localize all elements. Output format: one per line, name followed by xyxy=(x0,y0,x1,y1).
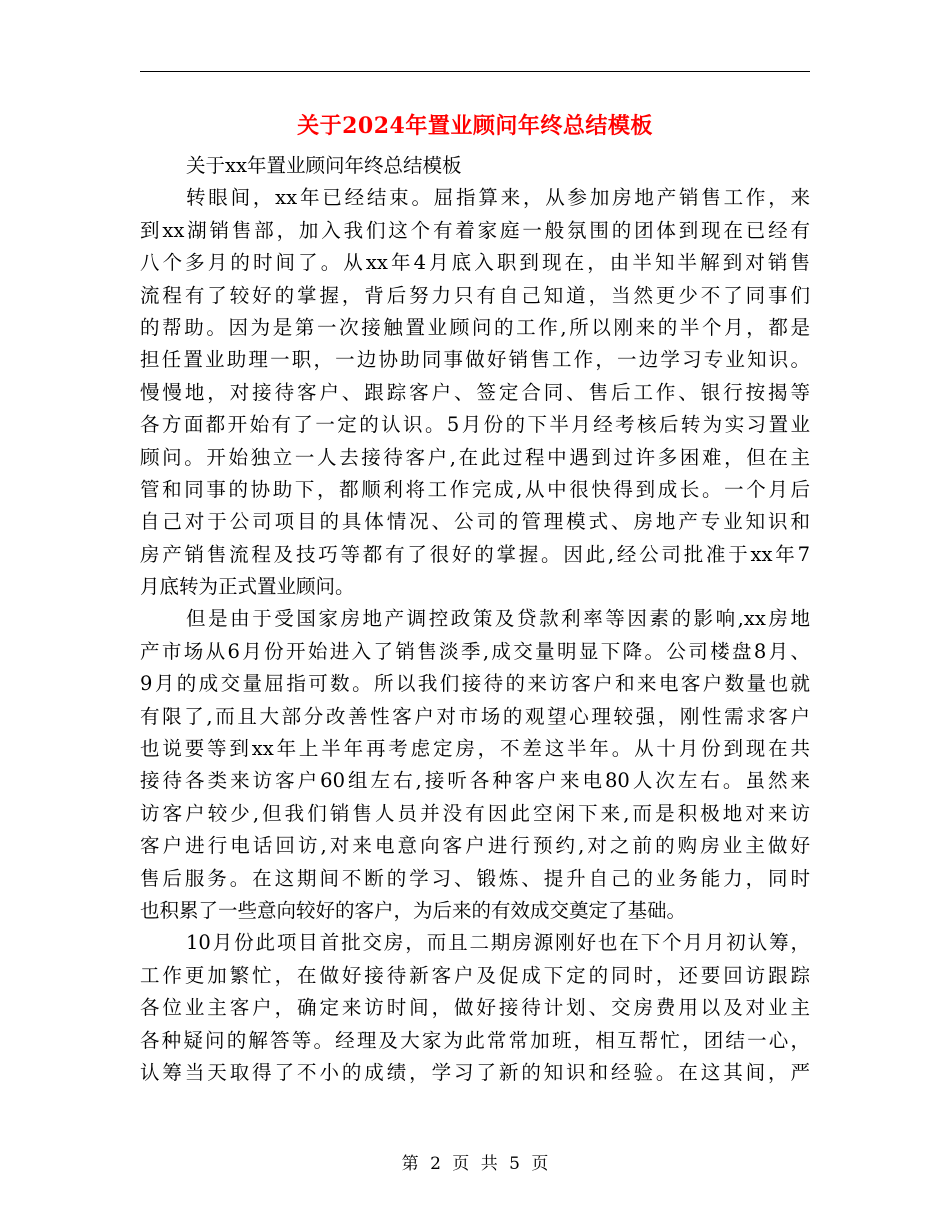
body-text-line: 慢慢地，对接待客户、跟踪客户、签定合同、售后工作、银行按揭等 xyxy=(140,380,810,404)
body-text-line: 各位业主客户，确定来访时间，做好接待计划、交房费用以及对业主 xyxy=(140,996,810,1020)
body-text-line: 9月的成交量屈指可数。所以我们接待的来访客户和来电客户数量也就 xyxy=(140,672,810,696)
body-text-line: 但是由于受国家房地产调控政策及贷款利率等因素的影响,xx房地 xyxy=(186,607,810,631)
body-text-line: 房产销售流程及技巧等都有了很好的掌握。因此,经公司批准于xx年7 xyxy=(140,542,810,566)
page-number-footer: 第 2 页 共 5 页 xyxy=(401,1154,549,1174)
body-text-line: 也积累了一些意向较好的客户，为后来的有效成交奠定了基础。 xyxy=(140,898,687,922)
body-text-line: 转眼间，xx年已经结束。屈指算来，从参加房地产销售工作，来 xyxy=(186,186,810,210)
body-text-line: 售后服务。在这期间不断的学习、锻炼、提升自己的业务能力，同时 xyxy=(140,866,810,890)
body-text-line: 访客户较少,但我们销售人员并没有因此空闲下来,而是积极地对来访 xyxy=(140,801,810,825)
body-text-line: 也说要等到xx年上半年再考虑定房，不差这半年。从十月份到现在共 xyxy=(140,737,810,761)
body-text-line: 自己对于公司项目的具体情况、公司的管理模式、房地产专业知识和 xyxy=(140,510,810,534)
document-title: 关于2024年置业顾问年终总结模板 xyxy=(297,113,653,139)
body-text-line: 各种疑问的解答等。经理及大家为此常常加班，相互帮忙，团结一心， xyxy=(140,1028,810,1052)
body-text-line: 工作更加繁忙，在做好接待新客户及促成下定的同时，还要回访跟踪 xyxy=(140,963,810,987)
body-text-line: 八个多月的时间了。从xx年4月底入职到现在，由半知半解到对销售 xyxy=(140,251,810,275)
body-text-line: 管和同事的协助下，都顺利将工作完成,从中很快得到成长。一个月后 xyxy=(140,477,810,501)
body-text-line: 顾问。开始独立一人去接待客户,在此过程中遇到过许多困难，但在主 xyxy=(140,445,810,469)
body-text-line: 认筹当天取得了不小的成绩，学习了新的知识和经验。在这其间，严 xyxy=(140,1060,810,1084)
document-body xyxy=(140,150,810,1089)
body-text-line: 月底转为正式置业顾问。 xyxy=(140,575,355,599)
body-text-line: 的帮助。因为是第一次接触置业顾问的工作,所以刚来的半个月，都是 xyxy=(140,315,810,339)
body-text-line: 10月份此项目首批交房，而且二期房源刚好也在下个月月初认筹， xyxy=(186,931,810,955)
body-text-line: 各方面都开始有了一定的认识。5月份的下半月经考核后转为实习置业 xyxy=(140,413,810,437)
body-text-line: 到xx湖销售部，加入我们这个有着家庭一般氛围的团体到现在已经有 xyxy=(140,218,810,242)
body-text-line: 接待各类来访客户60组左右,接听各种客户来电80人次左右。虽然来 xyxy=(140,769,810,793)
body-text-line: 流程有了较好的掌握，背后努力只有自己知道，当然更少不了同事们 xyxy=(140,283,810,307)
body-text-line: 客户进行电话回访,对来电意向客户进行预约,对之前的购房业主做好 xyxy=(140,834,810,858)
header-rule xyxy=(140,71,810,72)
body-text-line: 关于xx年置业顾问年终总结模板 xyxy=(186,154,462,177)
body-text-line: 有限了,而且大部分改善性客户对市场的观望心理较强，刚性需求客户 xyxy=(140,704,810,728)
body-text-line: 担任置业助理一职，一边协助同事做好销售工作，一边学习专业知识。 xyxy=(140,348,810,372)
body-text-line: 产市场从6月份开始进入了销售淡季,成交量明显下降。公司楼盘8月、 xyxy=(140,639,810,663)
